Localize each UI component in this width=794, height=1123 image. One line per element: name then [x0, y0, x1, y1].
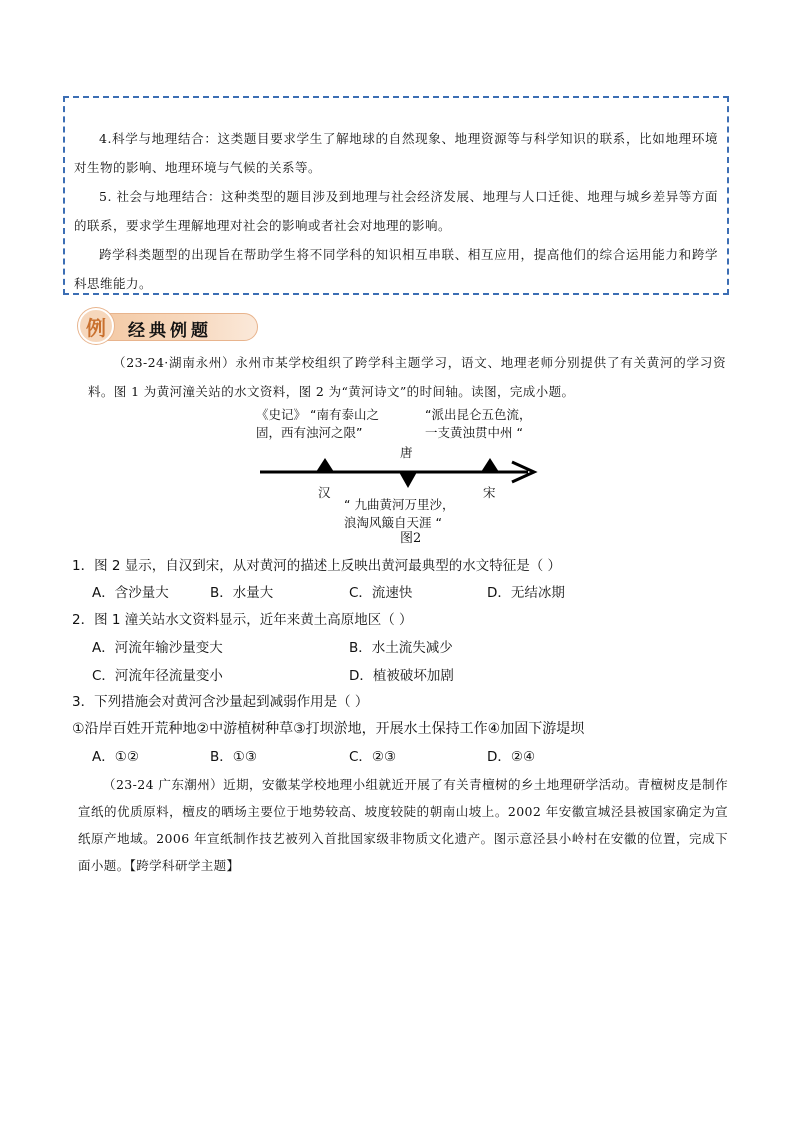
q2-option-c: C．河流年径流量变小	[92, 668, 223, 684]
example2-text: 近期，安徽某学校地理小组就近开展了有关青檀树的乡土地理研学活动。青檀树皮是制作宣纸的优质原料，檀皮的晒场主要位于地势较高、坡度较陡的朝南山坡上。2002 年安徽宣城泾县被国家确定为宣纸原产地域。2006 年宣纸制作技艺被列入首批国家级非物质文化遗产。图示意泾县小岭村在安徽的位置，完成下面小题。【跨学科研学主题】	[78, 777, 728, 873]
quote-han: 《史记》 “南有泰山之 固，西有浊河之限”	[256, 407, 379, 440]
q1-option-b: B．水量大	[210, 585, 274, 601]
example1-source: （23-24·湖南永州）	[113, 355, 236, 370]
q3-option-d: D．②④	[487, 749, 536, 765]
q1-option-a: A．含沙量大	[92, 585, 169, 601]
question-3-measures: ①沿岸百姓开荒种地②中游植树种草③打坝淤地，开展水土保持工作④加固下游堤坝	[72, 721, 585, 737]
question-2-stem: 2．图 1 潼关站水文资料显示，近年来黄土高原地区（ ）	[72, 612, 413, 628]
question-3-stem: 3．下列措施会对黄河含沙量起到减弱作用是（ ）	[72, 694, 369, 710]
figure-2-timeline	[250, 400, 550, 550]
figure-caption: 图2	[400, 531, 422, 546]
marker-tang-icon	[399, 472, 417, 488]
q2-option-d: D．植被破坏加剧	[349, 668, 454, 684]
q3-option-a: A．①②	[92, 749, 139, 765]
example1-text: 永州市某学校组织了跨学科主题学习，语文、地理老师分别提供了有关黄河的学习资料。图 1 为黄河潼关站的水文资料，图 2 为“黄河诗文”的时间轴。读图，完成小题。	[88, 355, 726, 399]
section-banner	[78, 308, 258, 344]
quote-song: “派出昆仑五色流， 一支黄浊贯中州 “	[425, 407, 532, 440]
label-han: 汉	[318, 485, 331, 500]
q1-option-d: D．无结冰期	[487, 585, 565, 601]
section-title: 经典例题	[128, 321, 212, 341]
q2-option-b: B．水土流失减少	[349, 640, 453, 656]
intro-paragraph: 5. 社会与地理结合：这种类型的题目涉及到地理与社会经济发展、地理与人口迁徙、地理与城乡差异等方面的联系，要求学生理解地理对社会的影响或者社会对地理的影响。	[74, 189, 718, 233]
intro-paragraph: 跨学科类题型的出现旨在帮助学生将不同学科的知识相互串联、相互应用，提高他们的综合运用能力和跨学科思维能力。	[74, 247, 718, 291]
q1-option-c: C．流速快	[349, 585, 413, 601]
intro-box	[63, 96, 729, 295]
marker-song-icon	[481, 458, 499, 472]
label-tang: 唐	[400, 445, 413, 460]
label-song: 宋	[483, 485, 496, 500]
q3-option-b: B．①③	[210, 749, 257, 765]
example-badge-icon: 例	[78, 308, 114, 344]
example1-paragraph	[88, 348, 726, 406]
q2-option-a: A．河流年输沙量变大	[92, 640, 223, 656]
question-1-stem: 1．图 2 显示，自汉到宋，从对黄河的描述上反映出黄河最典型的水文特征是（ ）	[72, 558, 562, 574]
example2-source: （23-24 广东潮州）	[103, 777, 224, 792]
example2-paragraph	[78, 771, 728, 879]
marker-han-icon	[316, 458, 334, 472]
intro-paragraph: 4.科学与地理结合：这类题目要求学生了解地球的自然现象、地理资源等与科学知识的联系，比如地理环境对生物的影响、地理环境与气候的关系等。	[74, 131, 718, 175]
quote-tang: “ 九曲黄河万里沙， 浪淘风簸自天涯 “	[344, 497, 455, 530]
q3-option-c: C．②③	[349, 749, 397, 765]
